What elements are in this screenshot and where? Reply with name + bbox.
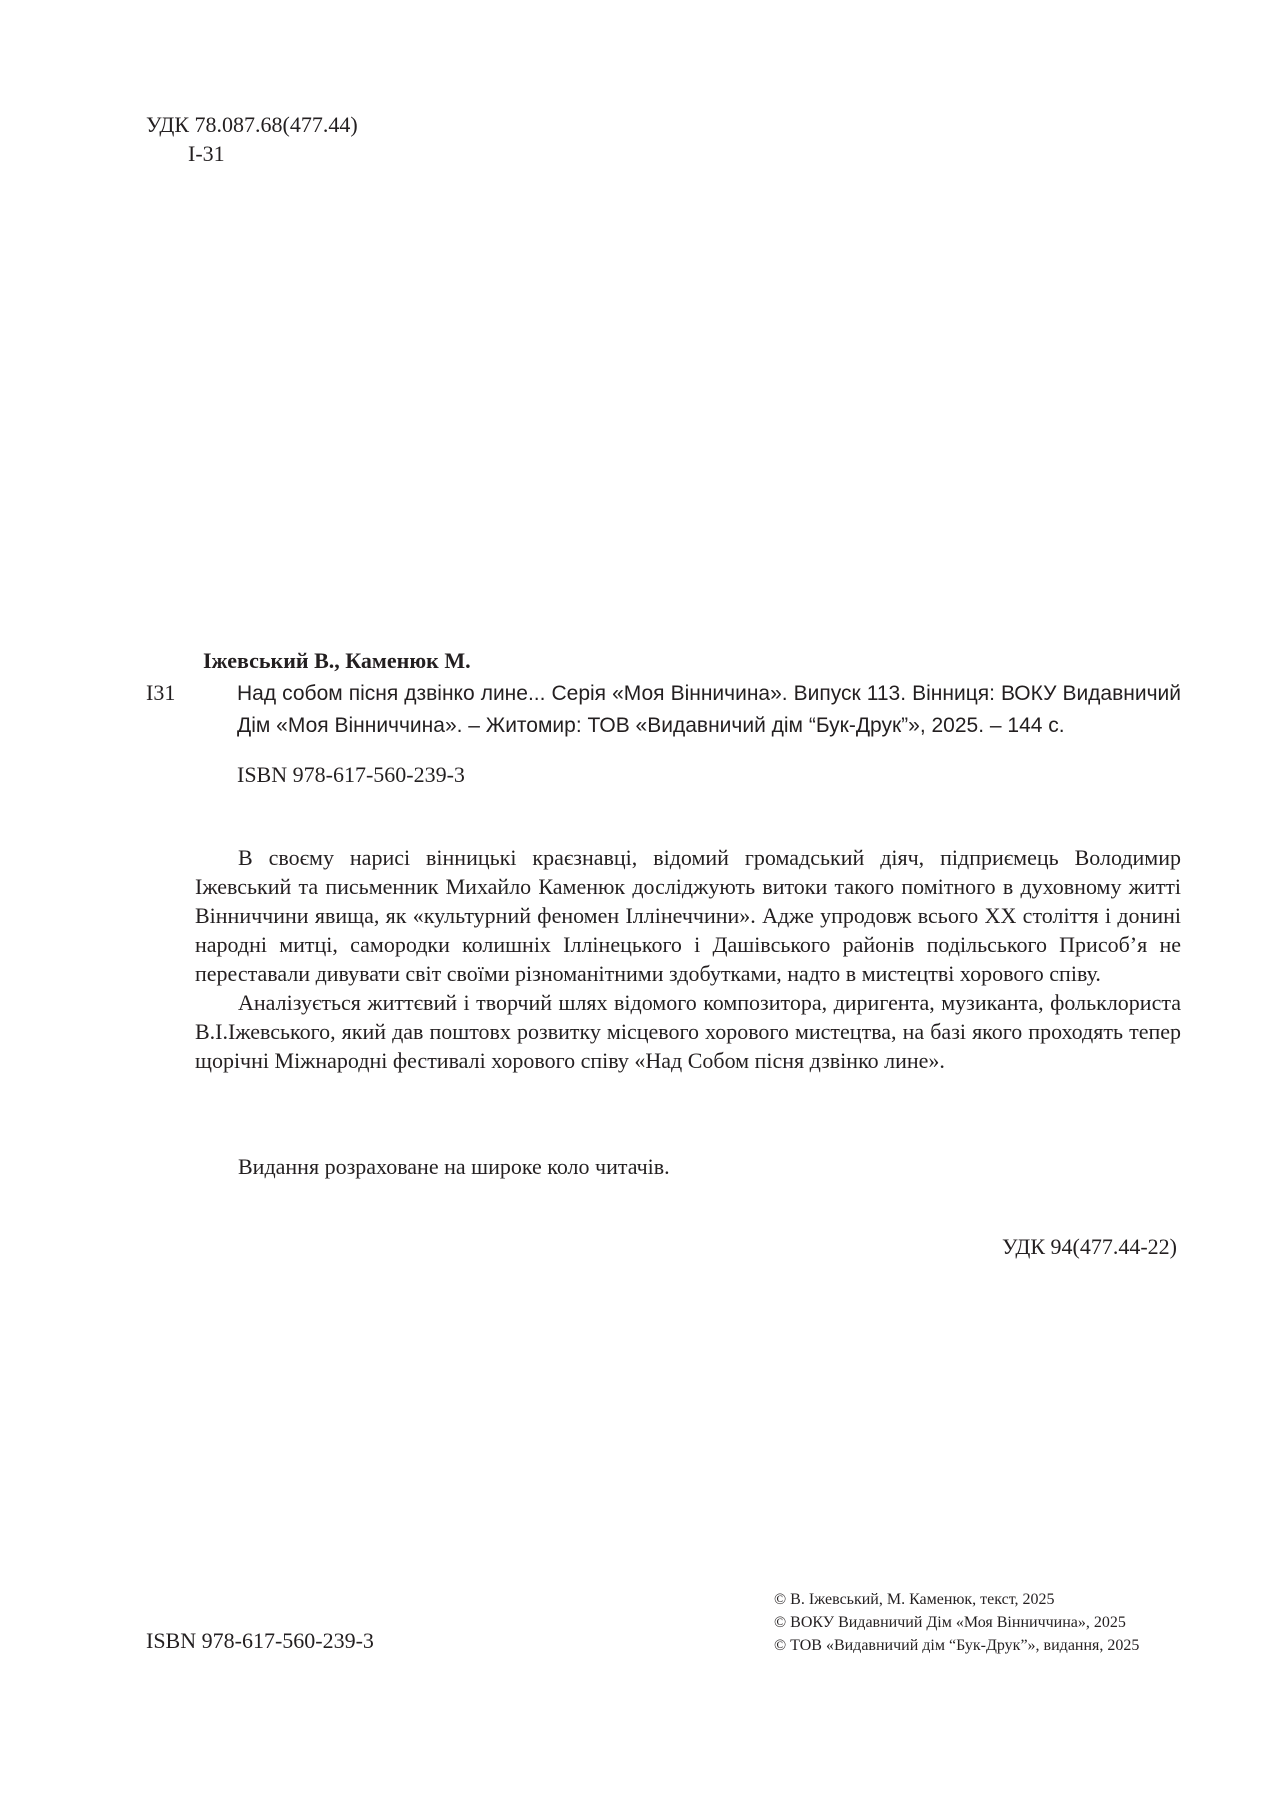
bibliographic-entry: Над собом пісня дзвінко лине... Серія «Моя Вінничина». Випуск 113. Вінниця: ВОКУ Видавничий Дім «Моя Вінниччина». – Житомир: ТОВ «Видавничий дім “Бук-Друк”», 2025. – 144 с. (237, 682, 1181, 737)
abstract-paragraph: Аналізується життєвий і творчий шлях відомого композитора, диригента, музиканта, фольклориста В.І.Іжевського, який дав поштовх розвитку місцевого хорового мистецтва, на базі якого проходять тепер щорічні Міжнародні фестивалі хорового співу «Над Собом пісня дзвінко лине». (195, 990, 1181, 1073)
abstract-block (195, 843, 1181, 1075)
authors-heading: Іжевський В., Каменюк М. (203, 648, 471, 673)
copyright-line: © ТОВ «Видавничий дім “Бук-Друк”», видання, 2025 (774, 1637, 1140, 1654)
author-sign-top: І-31 (188, 141, 225, 166)
copyright-block (774, 1588, 1139, 1657)
udk-code-bottom: УДК 94(477.44-22) (1001, 1234, 1177, 1259)
isbn-line: ISBN 978-617-560-239-3 (237, 762, 465, 787)
copyright-line: © В. Іжевський, М. Каменюк, текст, 2025 (774, 1591, 1055, 1608)
audience-note: Видання розраховане на широке коло читачів. (238, 1154, 670, 1179)
copyright-line: © ВОКУ Видавничий Дім «Моя Вінниччина», 2025 (774, 1614, 1126, 1631)
abstract-paragraph: В своєму нарисі вінницькі краєзнавці, відомий громадський діяч, підприємець Володимир Іжевський та письменник Михайло Каменюк досліджують витоки такого помітного в духовному житті Вінниччини явища, як «культурний феномен Іллінеччини». Адже упродовж всього ХХ століття і донині народні митці, самородки колишніх Іллінецького і Дашівського районів подільського Присоб’я не переставали дивувати світ своїми різноманітними здобутками, надто в мистецтві хорового співу. (195, 845, 1181, 986)
catalog-code: І31 (146, 680, 176, 705)
isbn-footer: ISBN 978-617-560-239-3 (146, 1628, 374, 1653)
udk-code-top: УДК 78.087.68(477.44) (146, 112, 358, 137)
